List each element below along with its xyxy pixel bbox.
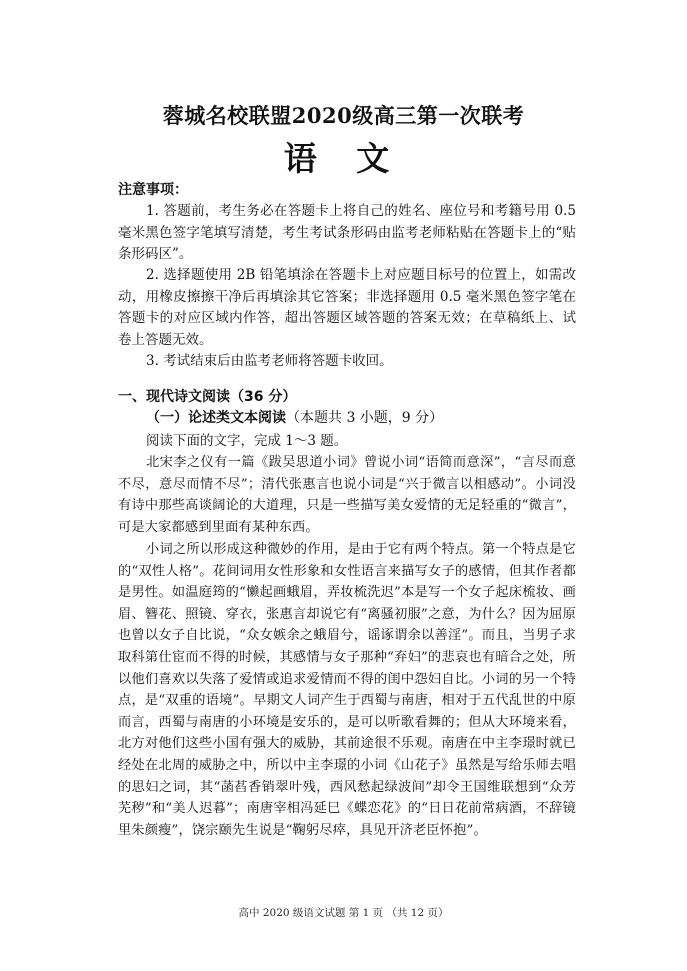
subsection-label: （一）论述类文本阅读	[146, 410, 286, 426]
notice-item-2: 2. 选择题使用 2B 铅笔填涂在答题卡上对应题目标号的位置上，如需改动，用橡皮擦擦干净后再填涂其它答案；非选择题用 0.5 毫米黑色签字笔在答题卡的对应区域内作答，超出答题区域答题的答案无效；在草稿纸上、试卷上答题无效。	[118, 267, 576, 348]
section-heading: 一、现代诗文阅读（36 分）	[118, 389, 297, 405]
notice-item-3: 3. 考试结束后由监考老师将答题卡收回。	[146, 353, 393, 369]
subsection-note: （本题共 3 小题，9 分）	[286, 410, 444, 426]
notice-heading: 注意事项：	[118, 182, 188, 198]
reading-instruction: 阅读下面的文字，完成 1～3 题。	[146, 433, 348, 449]
passage-paragraph-2: 小词之所以形成这种微妙的作用，是由于它有两个特点。第一个特点是它的“双性人格”。花间词用女性形象和女性语言来描写女子的感情，但其作者都是男性。如温庭筠的“懒起画蛾眉，弄妆梳洗迟”本是写一个女子起床梳妆、画眉、簪花、照镜、穿衣，张惠言却说它有“离骚初服”之意，为什么？因为屈原也曾以女子自比说，“众女嫉余之蛾眉兮，谣诼谓余以善淫”。而且，当男子求取科第仕宦而不得的时候，其感情与女子那种“弃妇”的悲哀也有暗合之处，所以他们喜欢以失落了爱情或追求爱情而不得的闺中怨妇自比。小词的另一个特点，是“双重的语境”。早期文人词产生于西蜀与南唐，相对于五代乱世的中原而言，西蜀与南唐的小环境是安乐的，是可以听歌看舞的；但从大环境来看，北方对他们这些小国有强大的威胁，其前途很不乐观。南唐在中主李璟时就已经处在北周的威胁之中，所以中主李璟的小词《山花子》虽然是写给乐师去唱的思妇之词，其“菡萏香销翠叶残，西风愁起绿波间”却令王国维联想到“众芳芜秽”和“美人迟暮”；南唐宰相冯延巳《蝶恋花》的“日日花前常病酒，不辞镜里朱颜瘦”，饶宗颐先生说是“鞠躬尽瘁，具见开济老臣怀抱”。	[118, 542, 576, 838]
passage-paragraph-1: 北宋李之仪有一篇《跋吴思道小词》曾说小词“语简而意深”，“言尽而意不尽，意尽而情不尽”；清代张惠言也说小词是“兴于微言以相感动”。小词没有诗中那些高谈阔论的大道理，只是一些描写美女爱情的无足轻重的“微言”，可是大家都感到里面有某种东西。	[118, 455, 576, 535]
page-footer: 高中 2020 级语文试题 第 1 页 （共 12 页）	[238, 907, 449, 919]
exam-title: 蓉城名校联盟2020级高三第一次联考	[162, 103, 525, 128]
notice-item-1: 1. 答题前，考生务必在答题卡上将自己的姓名、座位号和考籍号用 0.5 毫米黑色签字笔填写清楚，考生考试条形码由监考老师粘贴在答题卡上的“贴条形码区”。	[118, 203, 576, 262]
subject-title: 语 文	[283, 139, 404, 178]
subsection-heading	[146, 407, 443, 427]
